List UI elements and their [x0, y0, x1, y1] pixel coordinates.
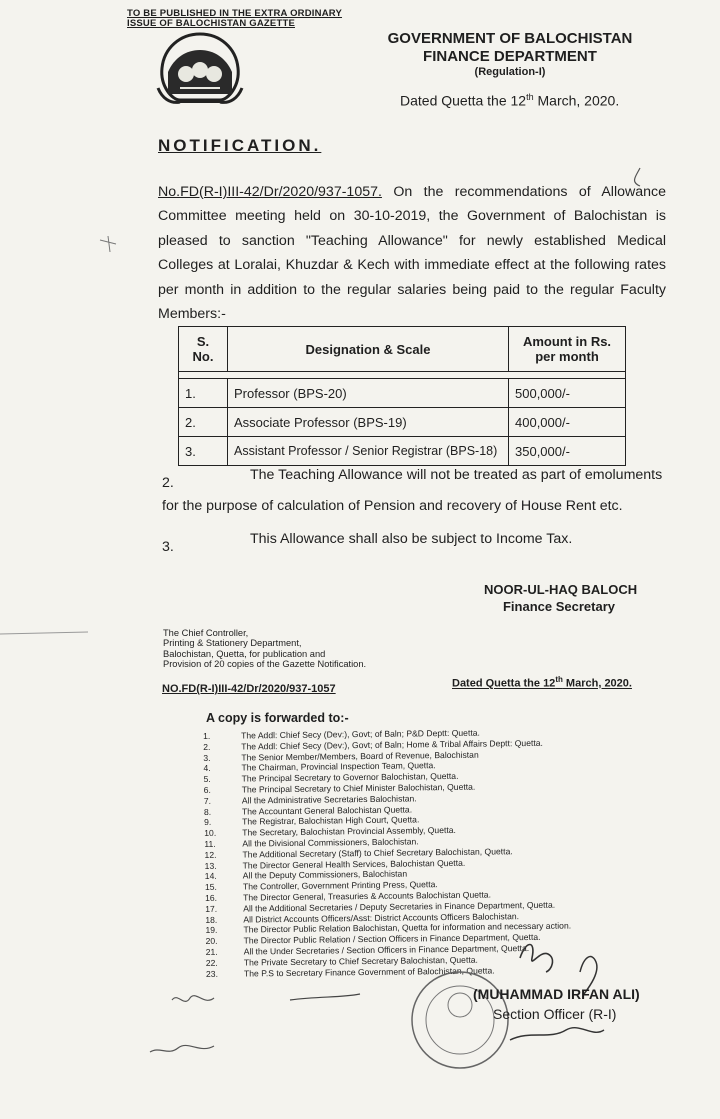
table-row: 1. Professor (BPS-20) 500,000/-: [179, 379, 626, 408]
col-header-amount: Amount in Rs. per month: [509, 327, 626, 372]
balochistan-emblem-logo: [150, 28, 250, 106]
header-date: Dated Quetta the 12th March, 2020.: [400, 92, 620, 109]
recipient-text: The P.S to Secretary Finance Government of Balochistan, Quetta.: [243, 964, 495, 979]
para2-number: 2.: [162, 475, 174, 491]
recipient-text: All the Deputy Commissioners, Balochistan: [242, 868, 408, 881]
header-section: (Regulation-I): [474, 66, 546, 78]
recipient-text: The Director General, Treasuries & Accounts Balochistan Quetta.: [242, 889, 491, 903]
recipient-text: All the Under Secretaries / Section Officers in Finance Department, Quetta.: [243, 942, 530, 957]
recipient-number: 7.: [203, 795, 212, 806]
recipient-number: 8.: [203, 806, 212, 817]
para2-line2: for the purpose of calculation of Pension and recovery of House Rent etc.: [162, 498, 623, 514]
recipient-text: The Addl: Chief Secy (Dev:), Govt; of Baln; Home & Tribal Affairs Deptt: Quetta.: [241, 737, 543, 752]
recipient-text: The Additional Secretary (Staff) to Chief Secretary Balochistan, Quetta.: [242, 845, 513, 860]
recipient-number: 23.: [205, 968, 218, 979]
recipient-text: The Principal Secretary to Chief Minister Balochistan, Quetta.: [241, 781, 476, 795]
table-row: 3. Assistant Professor / Senior Registrar (BPS-18) 350,000/-: [179, 437, 626, 466]
recipient-text: All District Accounts Officers/Asst: District Accounts Officers Balochistan.: [243, 910, 520, 925]
recipient-number: 22.: [205, 957, 218, 968]
recipient-number: 10.: [204, 828, 217, 839]
recipient-number: 19.: [205, 925, 218, 936]
recipient-number: 20.: [205, 935, 218, 947]
recipient-text: All the Additional Secretaries / Deputy Secretaries in Finance Department, Quetta.: [243, 899, 556, 914]
recipient-text: The Principal Secretary to Governor Balochistan, Quetta.: [241, 771, 459, 784]
recipient-number: 3.: [203, 752, 211, 763]
recipient-number: 5.: [203, 774, 211, 785]
section-officer-name: (MUHAMMAD IRFAN ALI): [473, 986, 640, 1002]
signatory-title: Finance Secretary: [502, 599, 615, 614]
recipient-text: The Accountant General Balochistan Quetta.: [241, 804, 413, 817]
notification-title: NOTIFICATION.: [158, 136, 322, 155]
notification-body: [158, 180, 666, 326]
recipient-text: All the Administrative Secretaries Balochistan.: [241, 793, 417, 806]
endorsement-reference: NO.FD(R-I)III-42/Dr/2020/937-1057: [162, 683, 336, 695]
recipient-text: The Chairman, Provincial Inspection Team, Quetta.: [241, 760, 436, 773]
reference-number: No.FD(R-I)III-42/Dr/2020/937-1057.: [158, 184, 382, 200]
allowance-rates-table: [178, 326, 626, 466]
recipient-text: The Registrar, Balochistan High Court, Quetta.: [242, 814, 420, 827]
para3-text: This Allowance shall also be subject to Income Tax.: [250, 531, 573, 547]
recipient-text: The Director General Health Services, Balochistan Quetta.: [242, 857, 466, 871]
table-row: 2. Associate Professor (BPS-19) 400,000/-: [179, 408, 626, 437]
recipient-number: 2.: [203, 741, 211, 752]
gazette-note-line1: TO BE PUBLISHED IN THE EXTRA ORDINARY: [127, 8, 343, 19]
endorsement-date: Dated Quetta the 12th March, 2020.: [452, 675, 632, 690]
recipient-text: The Controller, Government Printing Press, Quetta.: [242, 879, 438, 892]
recipient-number: 1.: [203, 730, 211, 741]
recipient-number: 14.: [204, 871, 217, 882]
col-header-sno: S. No.: [179, 327, 228, 372]
col-header-designation: Designation & Scale: [228, 327, 509, 372]
recipient-number: 13.: [204, 860, 217, 871]
recipient-number: 21.: [205, 946, 218, 957]
recipient-number: 18.: [205, 914, 218, 925]
signatory-name: NOOR-UL-HAQ BALOCH: [484, 582, 638, 597]
para2-line1: The Teaching Allowance will not be treated as part of emoluments: [250, 467, 663, 483]
recipient-text: All the Divisional Commissioners, Balochistan.: [242, 836, 419, 849]
recipient-text: The Director Public Relation / Section Officers in Finance Department, Quetta.: [243, 932, 541, 946]
recipient-list: [203, 727, 572, 979]
para3-number: 3.: [162, 539, 174, 555]
recipient-text: The Director Public Relation Balochistan, Quetta for information and necessary action.: [243, 920, 572, 935]
header-government: GOVERNMENT OF BALOCHISTAN: [387, 30, 633, 47]
recipient-number: 16.: [204, 892, 218, 903]
recipient-number: 12.: [204, 849, 217, 860]
recipient-number: 6.: [203, 784, 211, 795]
section-officer-title: Section Officer (R-I): [493, 1006, 617, 1022]
recipient-number: 15.: [204, 881, 217, 893]
recipient-number: 11.: [204, 838, 216, 849]
recipient-number: 9.: [204, 817, 212, 828]
header-department: FINANCE DEPARTMENT: [423, 48, 597, 65]
addressee-block: The Chief Controller, Printing & Stationery Department, Balochistan, Quetta, for publication and Provision of 20 copies of the Gazette Notification.: [163, 628, 367, 670]
gazette-note-line2: ISSUE OF BALOCHISTAN GAZETTE: [127, 18, 295, 29]
recipient-number: 4.: [203, 763, 211, 774]
recipient-text: The Addl: Chief Secy (Dev:), Govt; of Baln; P&D Deptt: Quetta.: [240, 727, 480, 741]
body-text: On the recommendations of Allowance Committee meeting held on 30-10-2019, the Government of Balochistan is pleased to sanction "Teaching Allowance" for newly established Medical Colleges at Loralai, Khuzdar & Kech with immediate effect at the following rates per month in addition to the regular salaries being paid to the regular Faculty Members:-: [158, 184, 666, 323]
recipient-text: The Secretary, Balochistan Provincial Assembly, Quetta.: [242, 825, 456, 838]
recipient-text: The Private Secretary to Chief Secretary Balochistan, Quetta.: [243, 954, 478, 968]
recipient-text: The Senior Member/Members, Board of Revenue, Balochistan: [241, 749, 479, 763]
recipient-number: 17.: [205, 903, 218, 914]
copy-forwarded-heading: A copy is forwarded to:-: [206, 711, 349, 725]
